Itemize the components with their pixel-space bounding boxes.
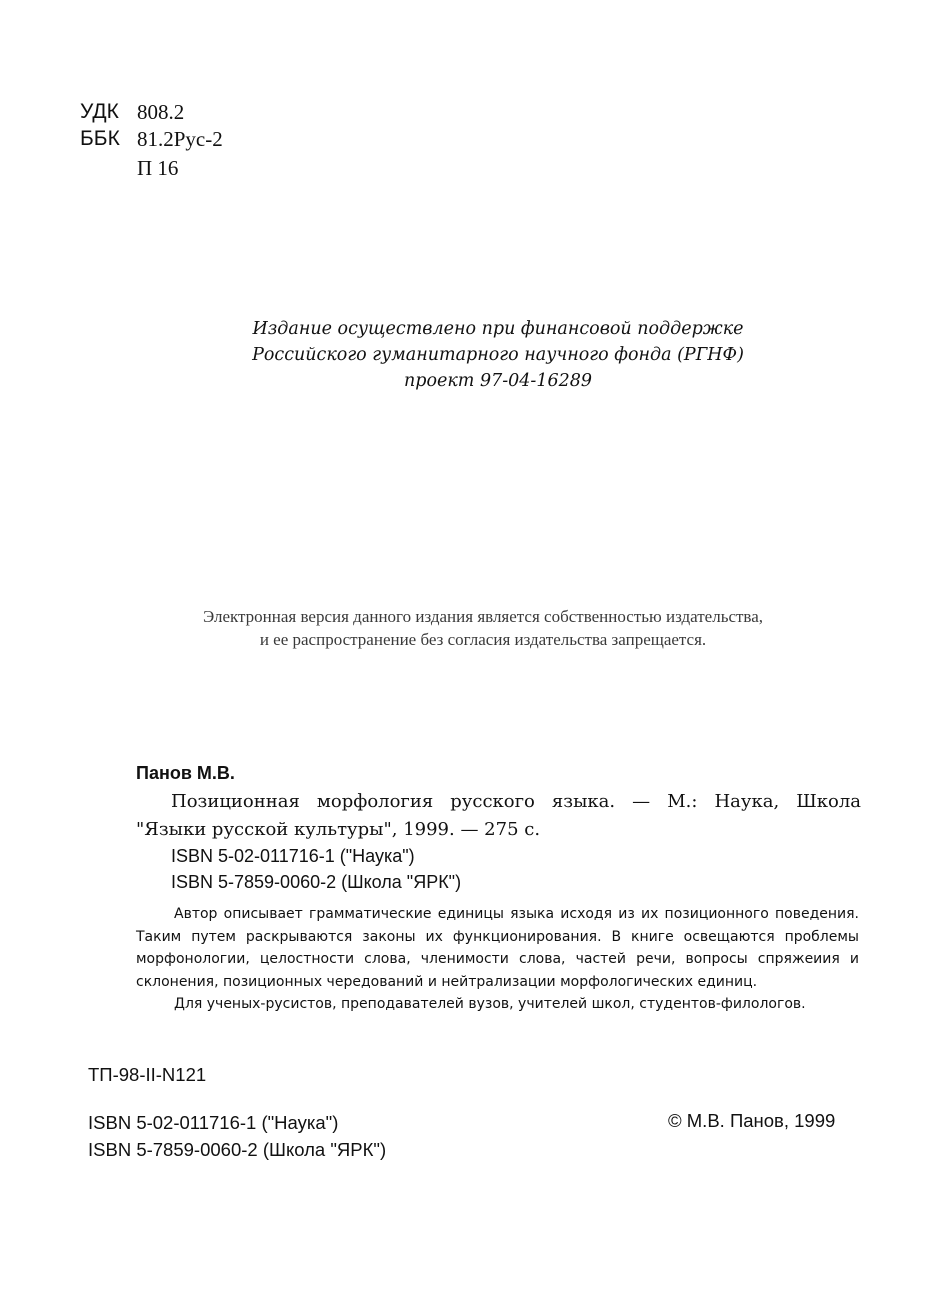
book-title-line-2: "Языки русской культуры", 1999. — 275 с. bbox=[136, 819, 541, 840]
udk-label: УДК bbox=[80, 100, 119, 123]
author-name: Панов М.В. bbox=[136, 763, 235, 783]
funding-line-1: Издание осуществлено при финансовой поддержке bbox=[252, 319, 744, 339]
notice-line-1: Электронная версия данного издания является собственностью издательства, bbox=[202, 607, 764, 626]
abstract bbox=[136, 903, 859, 1016]
bbk-value: 81.2Рус-2 bbox=[137, 127, 223, 151]
bbk-label: ББК bbox=[80, 127, 120, 150]
funding-line-2: Российского гуманитарного научного фонда (РГНФ) bbox=[252, 345, 744, 365]
tp-code: ТП-98-II-N121 bbox=[88, 1064, 207, 1085]
footer-isbn-1: ISBN 5-02-011716-1 ("Наука") bbox=[88, 1112, 339, 1133]
udk-value: 808.2 bbox=[137, 100, 185, 124]
author-mark: П 16 bbox=[137, 156, 179, 180]
notice-line-2: и ее распространение без согласия издательства запрещается. bbox=[259, 630, 707, 649]
abstract-paragraph-1: Автор описывает грамматические единицы языка исходя из их позиционного поведения. Таким путем раскрываются законы их функционирования. В книге освещаются проблемы морфонологии, целостности слова, членимости слова, частей речи, вопросы спряжеиия и склонения, позиционных чередований и нейтрализации морфологических единиц. bbox=[136, 906, 859, 990]
abstract-paragraph-2: Для ученых-русистов, преподавателей вузов, учителей школ, студентов-филологов. bbox=[174, 996, 806, 1012]
book-title-line-1: Позиционная морфология русского языка. — М.: Наука, Школа bbox=[171, 791, 861, 812]
footer-isbn-2: ISBN 5-7859-0060-2 (Школа "ЯРК") bbox=[88, 1139, 387, 1160]
copyright: © М.В. Панов, 1999 bbox=[668, 1110, 836, 1131]
entry-isbn-1: ISBN 5-02-011716-1 ("Наука") bbox=[171, 846, 415, 866]
funding-line-3: проект 97-04-16289 bbox=[403, 371, 592, 391]
entry-isbn-2: ISBN 5-7859-0060-2 (Школа "ЯРК") bbox=[171, 872, 462, 892]
